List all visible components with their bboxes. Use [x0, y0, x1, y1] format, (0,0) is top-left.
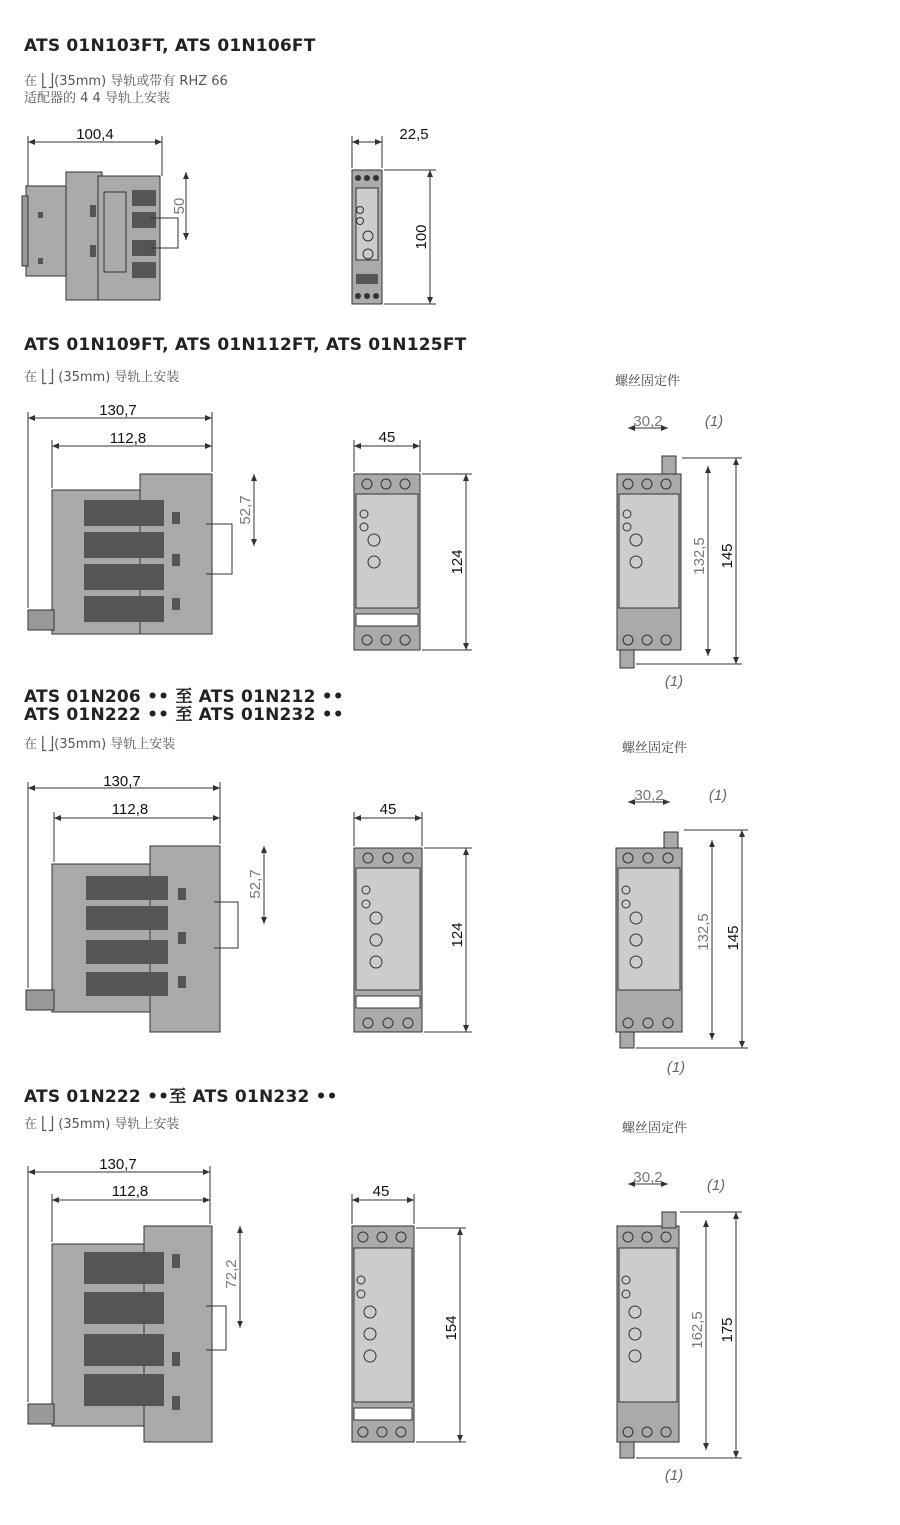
s4-screw-offset-dim: 30,2 — [633, 1169, 663, 1186]
section1-title: ATS 01N103FT, ATS 01N106FT — [24, 36, 316, 56]
section1-subtitle-1: 在 ⎣⎦(35mm) 导轨或带有 RHZ 66 — [24, 74, 228, 89]
s2-screw-offset-dim: 30,2 — [633, 413, 663, 430]
s3-callout-bottom: (1) — [666, 1059, 686, 1076]
s3-callout-top: (1) — [708, 787, 728, 804]
s2-body-dim: 112,8 — [109, 430, 147, 447]
section4-title: ATS 01N222 ••至 ATS 01N232 •• — [24, 1087, 338, 1107]
s1-rail-dim: 50 — [171, 197, 188, 215]
s3-screw-pitch-dim: 132,5 — [695, 913, 712, 951]
s4-callout-top: (1) — [706, 1177, 726, 1194]
section3-title-1: ATS 01N206 •• 至 ATS 01N212 •• — [24, 687, 344, 707]
s4-front-width-dim: 45 — [372, 1183, 390, 1200]
s2-callout-top: (1) — [704, 413, 724, 430]
s2-overall-dim: 130,7 — [99, 402, 137, 419]
s2-front-height-dim: 124 — [449, 549, 466, 575]
section4-screw-view — [617, 1212, 679, 1458]
s2-screw-pitch-dim: 132,5 — [691, 537, 708, 575]
s2-rail-dim: 52,7 — [237, 495, 254, 525]
s1-width-dim: 100,4 — [76, 126, 114, 143]
s3-body-dim: 112,8 — [111, 801, 149, 818]
section3-title-2: ATS 01N222 •• 至 ATS 01N232 •• — [24, 705, 344, 725]
section4-subtitle: 在 ⎣⎦ (35mm) 导轨上安装 — [24, 1117, 180, 1132]
section2-screw-label: 螺丝固定件 — [615, 374, 681, 389]
s4-front-height-dim: 154 — [443, 1315, 460, 1341]
section3-subtitle: 在 ⎣⎦(35mm) 导轨上安装 — [24, 737, 176, 752]
s4-screw-height-dim: 175 — [719, 1317, 736, 1343]
section4-front-view — [352, 1226, 414, 1442]
s1-front-width-dim: 22,5 — [399, 126, 429, 143]
s3-front-height-dim: 124 — [449, 922, 466, 948]
s2-callout-bottom: (1) — [664, 673, 684, 690]
s4-rail-dim: 72,2 — [223, 1259, 240, 1289]
section2-title: ATS 01N109FT, ATS 01N112FT, ATS 01N125FT — [24, 335, 467, 355]
s4-overall-dim: 130,7 — [99, 1156, 137, 1173]
section4-screw-label: 螺丝固定件 — [622, 1121, 688, 1136]
s3-overall-dim: 130,7 — [103, 773, 141, 790]
s4-body-dim: 112,8 — [111, 1183, 149, 1200]
s3-front-width-dim: 45 — [379, 801, 397, 818]
s2-front-width-dim: 45 — [378, 429, 396, 446]
s1-front-height-dim: 100 — [413, 224, 430, 250]
section1-subtitle-2: 适配器的 4 4 导轨上安装 — [24, 91, 170, 106]
section3-screw-label: 螺丝固定件 — [622, 741, 688, 756]
s3-screw-offset-dim: 30,2 — [634, 787, 664, 804]
s3-screw-height-dim: 145 — [725, 925, 742, 951]
section2-subtitle: 在 ⎣⎦ (35mm) 导轨上安装 — [24, 370, 180, 385]
s3-rail-dim: 52,7 — [247, 869, 264, 899]
s2-screw-height-dim: 145 — [719, 543, 736, 569]
s4-callout-bottom: (1) — [664, 1467, 684, 1484]
section4-side-view — [28, 1226, 226, 1442]
s4-screw-pitch-dim: 162,5 — [689, 1311, 706, 1349]
